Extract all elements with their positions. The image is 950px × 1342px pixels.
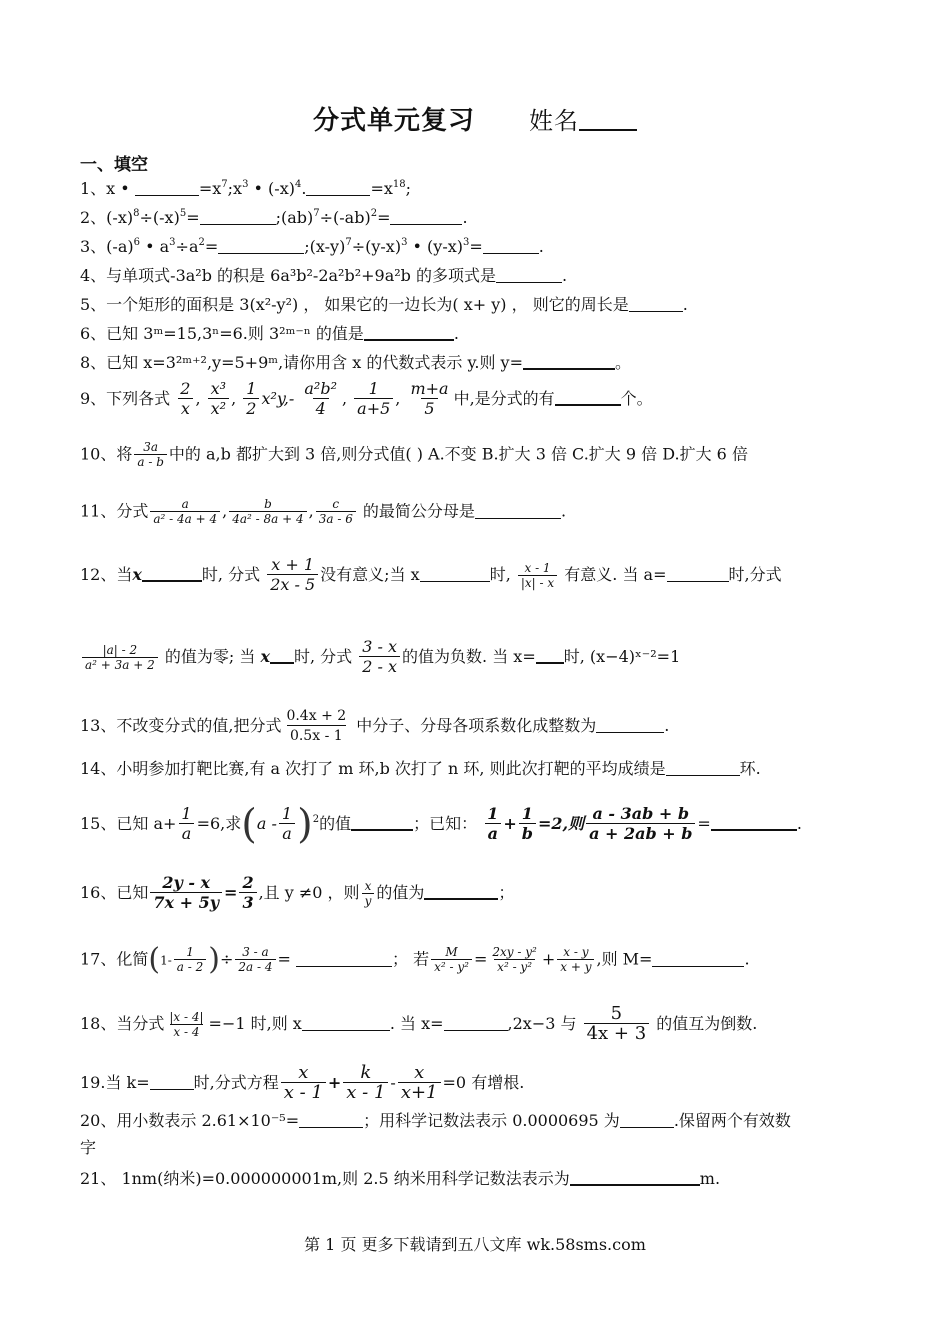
fraction: $\frac{\text{a²b²}}{4}$ <box>304 379 337 418</box>
question-12-continued: $\frac{|a| - 2}{\text{a² + 3a + 2}}$ 的值为零; 当 x 时, 分式 $\frac{3 - x}{2 - x}$ 的值为负数. 当 x= 时, (x−4)ˣ⁻²=1 <box>80 638 880 677</box>
blank[interactable] <box>390 208 462 225</box>
fraction: $\frac{2}{3}$ <box>239 874 256 913</box>
blank[interactable] <box>652 950 744 967</box>
blank[interactable] <box>135 179 199 196</box>
blank[interactable] <box>711 813 797 831</box>
question-21: 21、 1nm(纳米)=0.000000001m,则 2.5 纳米用科学记数法表示为 m. <box>80 1169 721 1188</box>
name-field <box>529 107 637 135</box>
blank[interactable] <box>475 502 561 519</box>
question-2: 2、$(-x)^8\div(-x)^5=$ $;(ab)^7\div(-ab)^2=$ . <box>80 208 468 227</box>
title-text: 分式单元复习 <box>312 106 475 136</box>
fraction: $\frac{1}{a}$ <box>484 805 501 844</box>
fraction: $\frac{1}{2}$ <box>243 380 259 419</box>
blank[interactable] <box>483 237 539 254</box>
question-8: 8、已知 x=3²ᵐ⁺²,y=5+9ᵐ,请你用含 x 的代数式表示 y.则 y= 。 <box>80 353 631 372</box>
question-18: 18、当分式 $\frac{|x - 4|}{x - 4}$ =−1 时,则 x . 当 x= ,2x−3 与 $\frac{5}{4x + 3}$ 的值互为倒数. <box>80 1003 758 1044</box>
fraction: $\frac{k}{x - 1}$ <box>343 1064 388 1103</box>
fraction: $\frac{M}{\text{x² - y²}}$ <box>431 945 472 975</box>
question-16: 16、已知 $\frac{2y - x}{7x + 5y}$ = $\frac{2}{3}$ ,且 y ≠0 ，则 $\frac{x}{y}$ 的值为 ； <box>80 873 515 912</box>
fraction: $\frac{a}{\text{a² - 4a + 4}}$ <box>150 497 220 527</box>
question-9: 9、下列各式 $\frac{2}{x}$ , $\frac{\text{x³}}{\text{x²}}$ , $\frac{1}{2}$ x²y,- $\frac{\text{a²b²}}{4}$ , $\frac{1}{a+5}$ , $\frac{m+a}{5}$ 中,是分式的有 个。 <box>80 379 653 418</box>
question-14: 14、小明参加打靶比赛,有 a 次打了 m 环,b 次打了 n 环, 则此次打靶的平均成绩是 环. <box>80 759 761 778</box>
fraction: $\frac{|x - 4|}{x - 4}$ <box>169 1009 204 1039</box>
fraction: $\frac{a - 3ab + b}{a + 2ab + b}$ <box>586 805 695 844</box>
blank[interactable] <box>296 950 392 967</box>
blank[interactable] <box>666 759 740 776</box>
blank[interactable] <box>306 179 370 196</box>
fraction: $\frac{m+a}{5}$ <box>410 379 449 418</box>
blank[interactable] <box>150 1073 194 1090</box>
fraction: $\frac{b}{\text{4a² - 8a + 4}}$ <box>229 497 306 527</box>
fraction: $\frac{3 - a}{2a - 4}$ <box>235 945 275 975</box>
fraction: $\frac{1}{a - 2}$ <box>174 945 206 975</box>
blank[interactable] <box>496 266 562 283</box>
blank[interactable] <box>629 295 683 312</box>
fraction: $\frac{1}{a}$ <box>279 805 295 844</box>
blank[interactable] <box>555 388 621 406</box>
page-footer[interactable]: 第 1 页 更多下载请到五八文库 wk.58sms.com <box>304 1235 646 1254</box>
blank[interactable] <box>596 716 664 733</box>
blank[interactable] <box>142 564 202 582</box>
fraction: $\frac{0.4x + 2}{0.5x - 1}$ <box>286 708 347 744</box>
question-20: 20、用小数表示 2.61×10⁻⁵= ；用科学记数法表示 0.0000695 为 .保留两个有效数 <box>80 1111 791 1130</box>
question-17: 17、化简(1- $\frac{1}{a - 2}$ )÷ $\frac{3 - a}{2a - 4}$ = ； 若 $\frac{M}{\text{x² - y²}}$ = $\frac{\text{2xy - y²}}{\text{x² - y²}}$ + $\frac{x - y}{x + y}$ ,则 M= . <box>80 942 750 977</box>
blank[interactable] <box>364 323 454 341</box>
question-20-continued: 字 <box>80 1138 97 1157</box>
fraction: $\frac{\text{2xy - y²}}{\text{x² - y²}}$ <box>492 945 537 974</box>
fraction: $\frac{x - y}{x + y}$ <box>557 945 594 975</box>
fraction: $\frac{x}{x+1}$ <box>398 1064 441 1103</box>
blank[interactable] <box>620 1111 674 1128</box>
question-1: 1、x • $=x^7;x^3$ • $(-x)^4$. $=x^{18}$; <box>80 179 411 198</box>
fraction: $\frac{\text{x³}}{\text{x²}}$ <box>208 380 229 419</box>
question-19: 19.当 k= 时,分式方程 $\frac{x}{x - 1}$ + $\frac{k}{x - 1}$ - $\frac{x}{x+1}$ =0 有增根. <box>80 1062 525 1103</box>
question-11: 11、分式 $\frac{a}{\text{a² - 4a + 4}}$ , $\frac{b}{\text{4a² - 8a + 4}}$ , $\frac{c}{3a - 6}$ 的最简公分母是 . <box>80 497 567 526</box>
fraction: $\frac{x}{y}$ <box>362 879 375 909</box>
question-10: 10、将 $\frac{3a}{a - b}$ 中的 a,b 都扩大到 3 倍,则分式值( ) A.不变 B.扩大 3 倍 C.扩大 9 倍 D.扩大 6 倍 <box>80 440 748 469</box>
fraction: $\frac{1}{b}$ <box>519 805 536 844</box>
blank[interactable] <box>523 352 615 370</box>
section-title: 一、填空 <box>80 155 148 175</box>
question-3: 3、$(-a)^6$ • $a^3\div a^2=$ $;(x-y)^7\div(y-x)^3$ • $(y-x)^3=$ . <box>80 237 544 256</box>
fraction: $\frac{1}{a}$ <box>178 805 194 844</box>
fraction: $\frac{5}{4x + 3}$ <box>584 1005 650 1044</box>
fraction: $\frac{1}{a+5}$ <box>354 380 393 419</box>
question-15: 15、已知 a+ $\frac{1}{a}$ =6,求(a - $\frac{1}{a}$ )$^2$的值 ；已知： $\frac{1}{a}$ + $\frac{1}{b}$ =2,则 $\frac{a - 3ab + b}{a + 2ab + b}$ = . <box>80 801 802 848</box>
question-12: 12、当x 时, 分式 $\frac{x + 1}{2x - 5}$ 没有意义;当 x 时, $\frac{x - 1}{|x| - x}$ 有意义. 当 a= 时,分式 <box>80 555 782 594</box>
fraction: $\frac{|a| - 2}{\text{a² + 3a + 2}}$ <box>82 643 158 673</box>
fraction: $\frac{x - 1}{|x| - x}$ <box>518 561 557 591</box>
question-4: 4、与单项式-3a²b 的积是 6a³b²-2a²b²+9a²b 的多项式是 . <box>80 266 568 285</box>
fraction: $\frac{3a}{a - b}$ <box>134 440 167 470</box>
question-5: 5、一个矩形的面积是 3(x²-y²) ， 如果它的一边长为( x+ y) ， 则它的周长是 . <box>80 295 688 314</box>
fraction: $\frac{x + 1}{2x - 5}$ <box>267 556 318 595</box>
fraction: $\frac{2}{x}$ <box>177 380 193 419</box>
fraction: $\frac{3 - x}{2 - x}$ <box>359 638 400 677</box>
fraction: $\frac{c}{3a - 6}$ <box>316 497 356 527</box>
question-13: 13、不改变分式的值,把分式 $\frac{0.4x + 2}{0.5x - 1}$ 中分子、分母各项系数化成整数为 . <box>80 708 670 744</box>
question-6: 6、已知 3ᵐ=15,3ⁿ=6.则 3²ᵐ⁻ⁿ 的值是 . <box>80 324 459 343</box>
blank[interactable] <box>424 882 498 900</box>
blank[interactable] <box>570 1168 700 1186</box>
name-blank[interactable] <box>579 107 637 131</box>
name-label: 姓名 <box>529 107 580 135</box>
blank[interactable] <box>536 646 564 664</box>
blank[interactable] <box>667 565 729 582</box>
blank[interactable] <box>218 237 304 254</box>
page-title <box>0 100 950 137</box>
blank[interactable] <box>299 1111 363 1128</box>
fraction: $\frac{2y - x}{7x + 5y}$ <box>150 874 222 913</box>
blank[interactable] <box>351 813 413 831</box>
blank[interactable] <box>200 208 276 225</box>
blank[interactable] <box>270 646 294 664</box>
blank[interactable] <box>420 565 490 582</box>
fraction: $\frac{x}{x - 1}$ <box>281 1064 326 1103</box>
blank[interactable] <box>302 1014 390 1031</box>
blank[interactable] <box>444 1014 508 1031</box>
